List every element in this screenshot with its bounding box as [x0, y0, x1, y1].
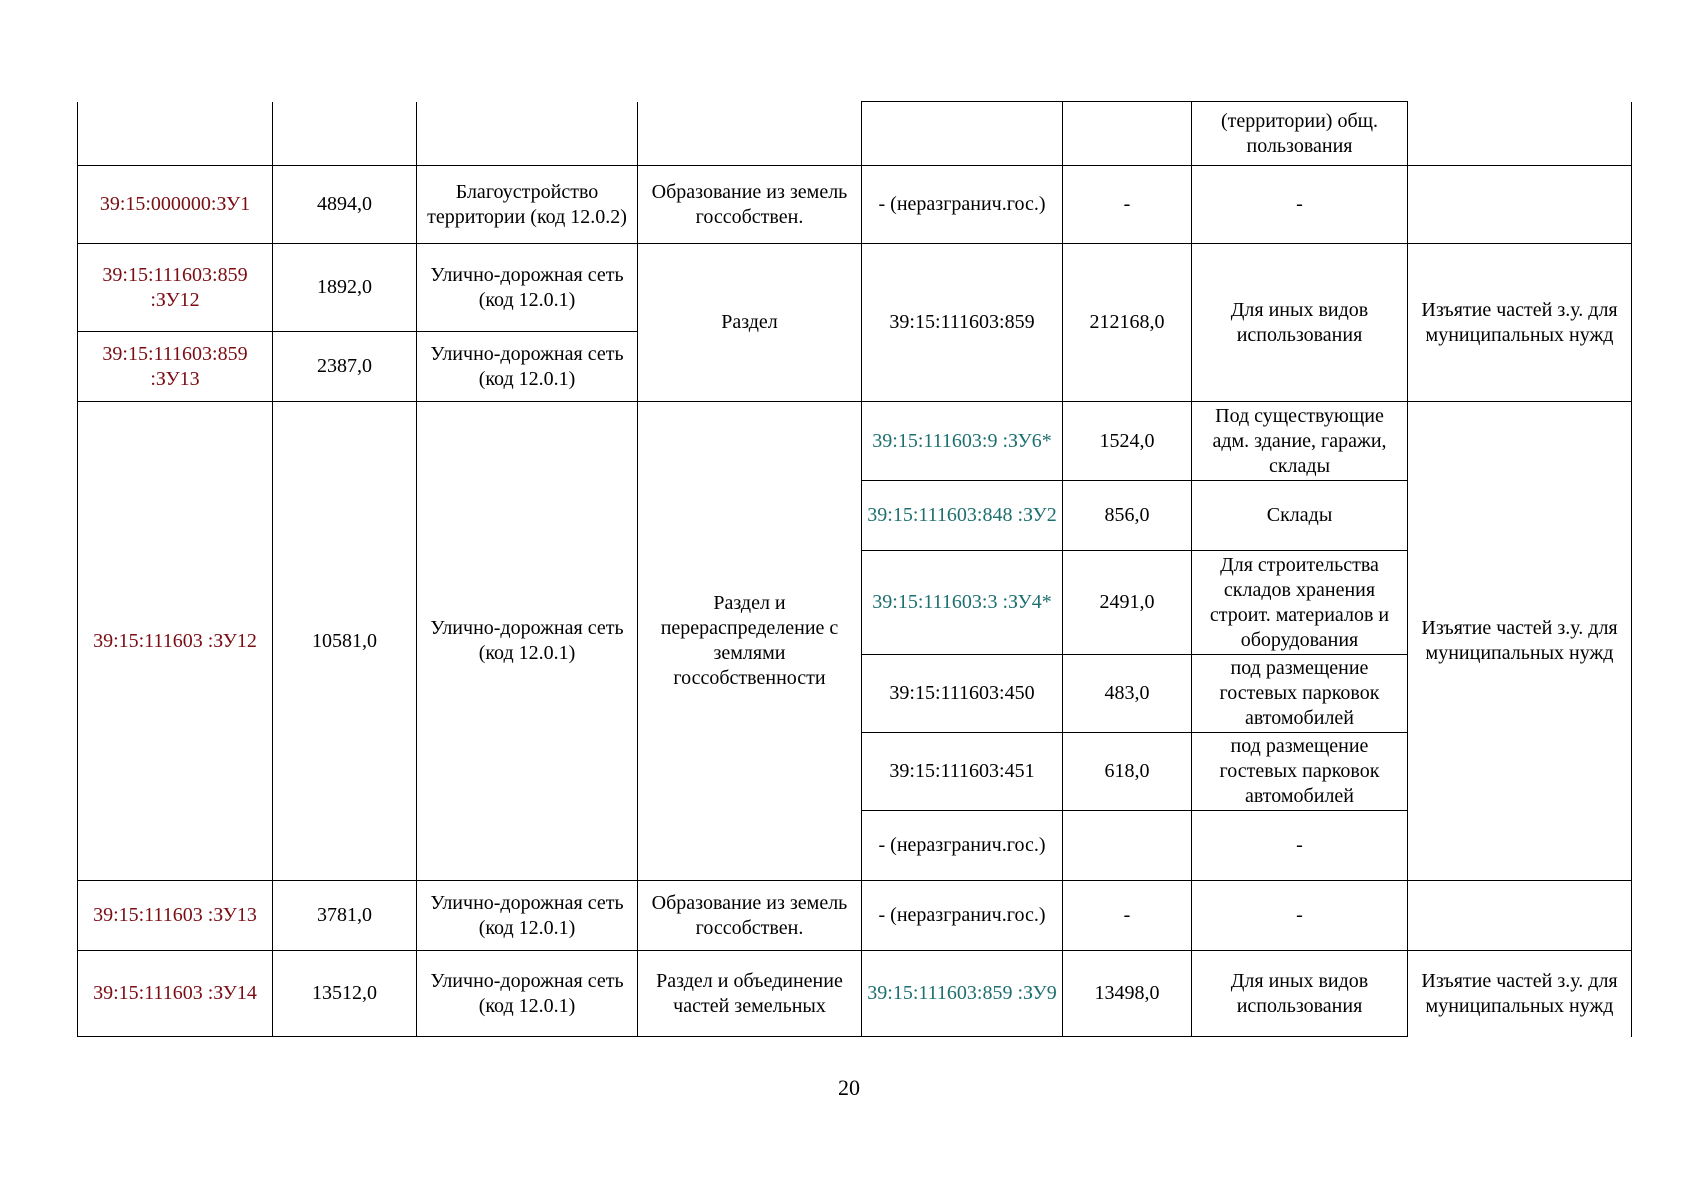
source-use-cell: Для строительства складов хранения строит. материалов и оборудования: [1192, 551, 1408, 655]
source-area-cell: 618,0: [1063, 733, 1192, 811]
source-plot-cell: 39:15:111603:9 :ЗУ6*: [862, 402, 1063, 481]
note-cell: Изъятие частей з.у. для муниципальных нужд: [1408, 244, 1632, 402]
area-cell: 4894,0: [273, 166, 417, 244]
area-cell: 13512,0: [273, 951, 417, 1037]
area-cell: 1892,0: [273, 244, 417, 332]
note-cell: Изъятие частей з.у. для муниципальных нужд: [1408, 402, 1632, 881]
note-cell: [1408, 881, 1632, 951]
source-use-cell: -: [1192, 811, 1408, 881]
source-plot-cell: 39:15:111603:859 :ЗУ9: [862, 951, 1063, 1037]
area-cell: 10581,0: [273, 402, 417, 881]
source-use-cell: под размещение гостевых парковок автомобилей: [1192, 655, 1408, 733]
use-type-cell: Улично-дорожная сеть (код 12.0.1): [417, 951, 638, 1037]
source-use-cell: -: [1192, 881, 1408, 951]
method-cell: Образование из земель госсобствен.: [638, 881, 862, 951]
source-use-cell: -: [1192, 166, 1408, 244]
plot-id-cell: 39:15:111603 :ЗУ14: [78, 951, 273, 1037]
plot-id-cell: 39:15:111603:859 :ЗУ13: [78, 332, 273, 402]
source-area-cell: 483,0: [1063, 655, 1192, 733]
note-cell: Изъятие частей з.у. для муниципальных нужд: [1408, 951, 1632, 1037]
method-cell: Раздел: [638, 244, 862, 402]
table-row: [78, 244, 1632, 332]
source-area-cell: 856,0: [1063, 481, 1192, 551]
table-row: [78, 166, 1632, 244]
table-cell: (территории) общ. пользования: [1192, 102, 1408, 166]
source-use-cell: Для иных видов использования: [1192, 244, 1408, 402]
use-type-cell: Улично-дорожная сеть (код 12.0.1): [417, 332, 638, 402]
area-cell: 2387,0: [273, 332, 417, 402]
source-plot-cell: 39:15:111603:859: [862, 244, 1063, 402]
source-plot-cell: - (неразгранич.гос.): [862, 881, 1063, 951]
table-row: [78, 951, 1632, 1037]
table-row: [78, 402, 1632, 481]
note-cell: [1408, 166, 1632, 244]
source-plot-cell: - (неразгранич.гос.): [862, 811, 1063, 881]
source-use-cell: Для иных видов использования: [1192, 951, 1408, 1037]
source-area-cell: 2491,0: [1063, 551, 1192, 655]
use-type-cell: Благоустройство территории (код 12.0.2): [417, 166, 638, 244]
source-area-cell: 13498,0: [1063, 951, 1192, 1037]
use-type-cell: Улично-дорожная сеть (код 12.0.1): [417, 402, 638, 881]
method-cell: Раздел и объединение частей земельных: [638, 951, 862, 1037]
source-area-cell: [1063, 811, 1192, 881]
source-plot-cell: - (неразгранич.гос.): [862, 166, 1063, 244]
source-plot-cell: 39:15:111603:3 :ЗУ4*: [862, 551, 1063, 655]
method-cell: Образование из земель госсобствен.: [638, 166, 862, 244]
plot-id-cell: 39:15:111603:859 :ЗУ12: [78, 244, 273, 332]
source-plot-cell: 39:15:111603:451: [862, 733, 1063, 811]
method-cell: Раздел и перераспределение с землями госсобственности: [638, 402, 862, 881]
source-plot-cell: 39:15:111603:848 :ЗУ2: [862, 481, 1063, 551]
source-use-cell: Склады: [1192, 481, 1408, 551]
plot-id-cell: 39:15:000000:ЗУ1: [78, 166, 273, 244]
source-area-cell: 1524,0: [1063, 402, 1192, 481]
source-plot-cell: 39:15:111603:450: [862, 655, 1063, 733]
source-use-cell: Под существующие адм. здание, гаражи, склады: [1192, 402, 1408, 481]
table-row: [78, 881, 1632, 951]
source-area-cell: 212168,0: [1063, 244, 1192, 402]
plot-id-cell: 39:15:111603 :ЗУ12: [78, 402, 273, 881]
land-plots-table: [77, 101, 1632, 1037]
plot-id-cell: 39:15:111603 :ЗУ13: [78, 881, 273, 951]
use-type-cell: Улично-дорожная сеть (код 12.0.1): [417, 244, 638, 332]
table-row: [78, 102, 1632, 166]
source-area-cell: -: [1063, 881, 1192, 951]
page-number: 20: [838, 1075, 860, 1100]
source-use-cell: под размещение гостевых парковок автомобилей: [1192, 733, 1408, 811]
source-area-cell: -: [1063, 166, 1192, 244]
use-type-cell: Улично-дорожная сеть (код 12.0.1): [417, 881, 638, 951]
area-cell: 3781,0: [273, 881, 417, 951]
